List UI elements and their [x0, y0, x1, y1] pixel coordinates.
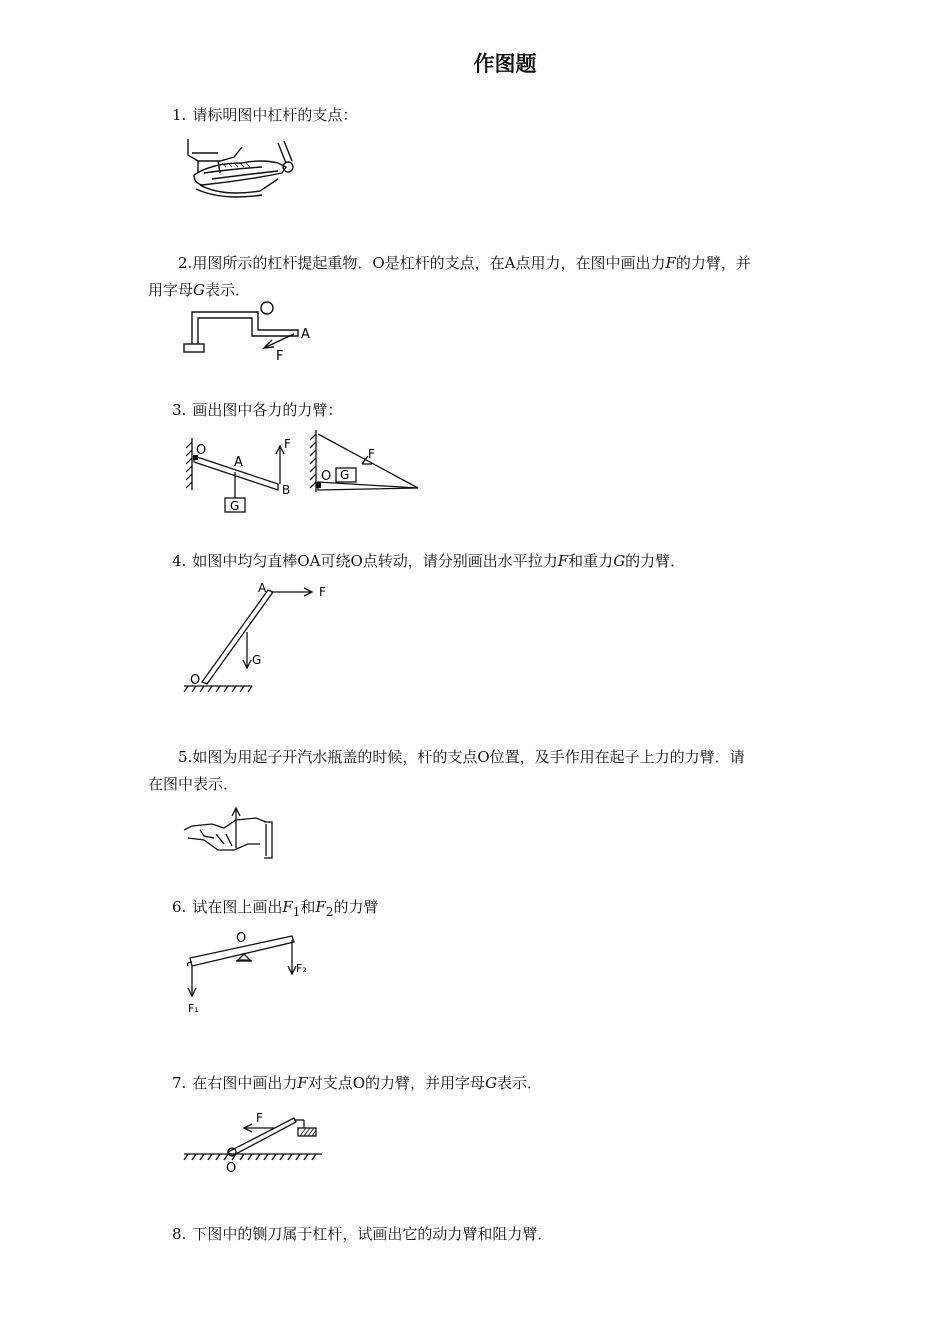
svg-text:A: A [258, 581, 267, 595]
svg-text:F: F [368, 447, 375, 461]
question-5: 5.如图为用起子开汽水瓶盖的时候，杆的支点O位置，及手作用在起子上力的力臂．请 在图中表示． [148, 748, 745, 793]
label-f: F [276, 349, 284, 364]
trouser-leg [188, 139, 242, 161]
svg-text:O: O [196, 443, 207, 458]
svg-text:O: O [226, 1161, 237, 1176]
figure-3-levers [176, 426, 426, 518]
question-6: 6. 试在图上画出$F_1$和$F_2$的力臂 [172, 898, 379, 919]
figure-7-lever [180, 1100, 330, 1176]
rod-2 [318, 482, 418, 490]
bottle-cap [264, 822, 272, 858]
pivot-circle [261, 302, 273, 314]
svg-text:F: F [284, 437, 291, 451]
figure-2-lever [176, 296, 326, 366]
question-3: 3. 画出图中各力的力臂： [172, 401, 343, 419]
svg-text:G: G [340, 468, 350, 482]
svg-text:G: G [230, 499, 240, 513]
svg-text:F₂: F₂ [296, 962, 307, 975]
hand-top [184, 818, 266, 830]
label-a: A [301, 327, 310, 342]
svg-text:O: O [321, 469, 332, 484]
figure-5-opener [180, 800, 280, 862]
svg-text:G: G [252, 653, 262, 667]
figure-1-foot-pedal [182, 133, 307, 205]
question-4: 4. 如图中均匀直棒OA可绕O点转动，请分别画出水平拉力F和重力G的力臂． [172, 552, 686, 570]
figure-4-rod [178, 578, 348, 694]
question-1: 1. 请标明图中杠杆的支点： [172, 106, 358, 124]
svg-text:O: O [236, 931, 247, 946]
rope [318, 434, 418, 488]
question-8: 8. 下图中的铡刀属于杠杆，试画出它的动力臂和阻力臂． [172, 1225, 553, 1243]
question-7: 7. 在右图中画出力F对支点O的力臂，并用字母G表示． [172, 1074, 543, 1092]
question-2: 2.用图所示的杠杆提起重物．O是杠杆的支点，在A点用力，在图中画出力F的力臂，并 用字母G表示． [148, 254, 751, 299]
svg-text:B: B [282, 483, 291, 497]
figure-6-lever [180, 928, 320, 1020]
rod [202, 590, 273, 684]
svg-text:F: F [256, 1111, 263, 1125]
svg-text:A: A [234, 455, 243, 470]
svg-text:O: O [190, 673, 201, 688]
weight-block [184, 344, 204, 352]
page-title: 作图题 [473, 52, 537, 76]
svg-text:F: F [319, 585, 326, 599]
svg-text:F₁: F₁ [188, 1002, 199, 1015]
